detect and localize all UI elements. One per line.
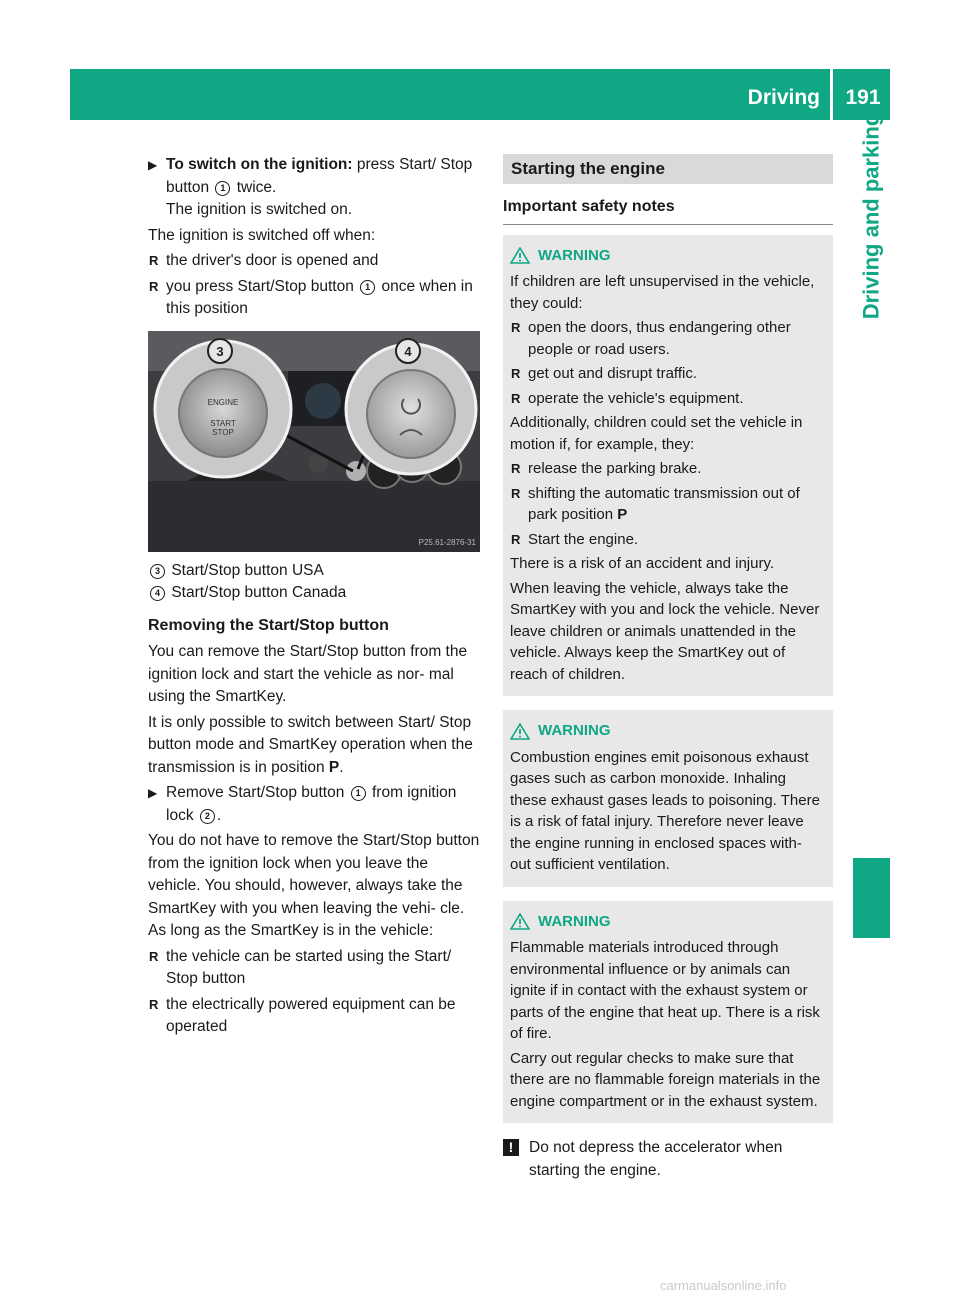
paragraph: It is only possible to switch between Start/ Stop button mode and SmartKey operation when the transmission is in position P. bbox=[148, 713, 473, 776]
instruction-remove: ▶ Remove Start/Stop button 1 from ignition lock 2 . bbox=[148, 782, 480, 827]
warning-paragraph: Flammable materials introduced through environmental influence or by animals can ignite if in contact with the exhaust system or parts of the engine that heat up. There is a risk of fire. bbox=[510, 939, 820, 1042]
figure-reference: P25.61-2876-31 bbox=[418, 537, 476, 547]
callout-1: 1 bbox=[351, 786, 366, 801]
dashboard-photo bbox=[148, 331, 480, 552]
legend-number: 3 bbox=[150, 564, 165, 579]
header-divider bbox=[830, 69, 833, 120]
stop-label: STOP bbox=[212, 427, 234, 437]
legend-text: Start/Stop button Canada bbox=[171, 584, 347, 601]
warning-paragraph: Carry out regular checks to make sure that there are no flammable foreign materials in the engine compartment or in the exhaust system. bbox=[510, 1049, 821, 1110]
bullet-item: R get out and disrupt traffic. bbox=[510, 363, 826, 385]
warning-body bbox=[510, 271, 826, 685]
warning-paragraph: There is a risk of an accident and injury. bbox=[510, 555, 775, 572]
instruction-text: from ignition lock bbox=[166, 784, 457, 824]
instruction-text: twice. bbox=[236, 178, 277, 196]
bullet-item: R operate the vehicle's equipment. bbox=[510, 388, 826, 410]
bullet-item bbox=[510, 483, 826, 526]
engine-label: ENGINE bbox=[207, 397, 239, 407]
warning-paragraph: If children are left unsupervised in the vehicle, they could: bbox=[510, 273, 815, 312]
bullet-text: shifting the automatic transmission out of park position bbox=[528, 484, 800, 523]
warning-box-exhaust bbox=[503, 710, 833, 887]
bullet-text: you press Start/Stop button bbox=[166, 277, 354, 295]
side-tab-label: Driving and parking bbox=[858, 112, 884, 320]
callout-2: 2 bbox=[200, 809, 215, 824]
position-p: P bbox=[617, 506, 628, 523]
bullet-item: R Start the engine. bbox=[510, 529, 826, 551]
bullet-item: R the driver's door is opened and bbox=[148, 250, 480, 273]
section-title: Starting the engine bbox=[503, 154, 833, 184]
header-section-title: Driving bbox=[747, 86, 820, 109]
paragraph: You do not have to remove the Start/Stop button from the ignition lock when you leave the vehicle. You should, however, always take the SmartKey with you when leaving the vehi- cle. As long as the SmartKey is in the vehicle: bbox=[148, 832, 480, 939]
warning-paragraph: Additionally, children could set the vehicle in motion if, for example, they: bbox=[510, 414, 803, 453]
instruction-text: press Start/ Stop button bbox=[166, 156, 473, 196]
legend-item bbox=[148, 560, 480, 583]
bullet-item: R release the parking brake. bbox=[510, 458, 826, 480]
legend-number: 4 bbox=[150, 586, 165, 601]
warning-triangle-icon bbox=[510, 247, 530, 264]
watermark: carmanualsonline.info bbox=[660, 1278, 787, 1293]
page-number: 191 bbox=[845, 86, 881, 109]
dashboard-illustration bbox=[148, 331, 480, 552]
bullet-item: R open the doors, thus endangering other people or road users. bbox=[510, 317, 826, 360]
warning-triangle-icon bbox=[510, 913, 530, 930]
warning-triangle-icon bbox=[510, 723, 530, 740]
side-tab bbox=[853, 112, 890, 320]
warning-label: WARNING bbox=[538, 912, 611, 930]
warning-box-children bbox=[503, 235, 833, 697]
instruction-switch-on bbox=[148, 154, 480, 222]
warning-paragraph: When leaving the vehicle, always take the SmartKey with you and lock the vehicle. Never leave children or animals unattended in the vehicle. Always keep the SmartKey out of reach of children. bbox=[510, 579, 820, 683]
right-column bbox=[503, 154, 833, 1182]
warning-body bbox=[510, 747, 826, 876]
paragraph: The ignition is switched off when: bbox=[148, 226, 376, 244]
warning-header bbox=[510, 911, 826, 934]
position-p: P bbox=[328, 758, 340, 776]
side-tab-marker bbox=[853, 858, 890, 938]
instruction-result: The ignition is switched on. bbox=[166, 201, 353, 218]
start-label: START bbox=[210, 418, 236, 428]
warning-header bbox=[510, 720, 826, 743]
caution-note bbox=[503, 1137, 833, 1182]
exclamation-icon: ! bbox=[503, 1139, 519, 1156]
subheading-safety: Important safety notes bbox=[503, 184, 833, 225]
warning-header bbox=[510, 245, 826, 268]
warning-paragraph: Combustion engines emit poisonous exhaust gases such as carbon monoxide. Inhaling these exhaust gases leads to poisoning. There is a risk of fatal injury. Therefore never leave the engine running in enclosed spaces with- out sufficient ventilation. bbox=[510, 748, 820, 873]
warning-label: WARNING bbox=[538, 722, 611, 739]
warning-label: WARNING bbox=[538, 246, 611, 264]
instruction-text: Remove Start/Stop button bbox=[166, 784, 345, 801]
note-text: Do not depress the accelerator when starting the engine. bbox=[529, 1139, 783, 1179]
bullet-item bbox=[148, 276, 480, 321]
figure-callout-4: 4 bbox=[404, 343, 412, 359]
callout-1: 1 bbox=[360, 280, 375, 295]
legend-text: Start/Stop button USA bbox=[171, 561, 324, 579]
bullet-text: once when in this position bbox=[166, 277, 473, 317]
callout-1: 1 bbox=[215, 181, 230, 196]
left-column bbox=[148, 154, 480, 1042]
warning-body bbox=[510, 937, 826, 1112]
bullet-item: R the vehicle can be started using the Start/ Stop button bbox=[148, 946, 480, 991]
paragraph-text: It is only possible to switch between Start/ Stop button mode and SmartKey operation when the transmission is in position bbox=[148, 713, 473, 776]
instruction-label: To switch on the ignition: bbox=[166, 156, 353, 173]
legend-item bbox=[148, 582, 480, 605]
paragraph: You can remove the Start/Stop button from the ignition lock and start the vehicle as nor- mal using the SmartKey. bbox=[148, 643, 468, 705]
bullet-item: R the electrically powered equipment can be operated bbox=[148, 994, 480, 1039]
figure-callout-3: 3 bbox=[216, 343, 224, 359]
warning-box-fire bbox=[503, 901, 833, 1124]
subheading-remove: Removing the Start/Stop button bbox=[148, 616, 389, 634]
